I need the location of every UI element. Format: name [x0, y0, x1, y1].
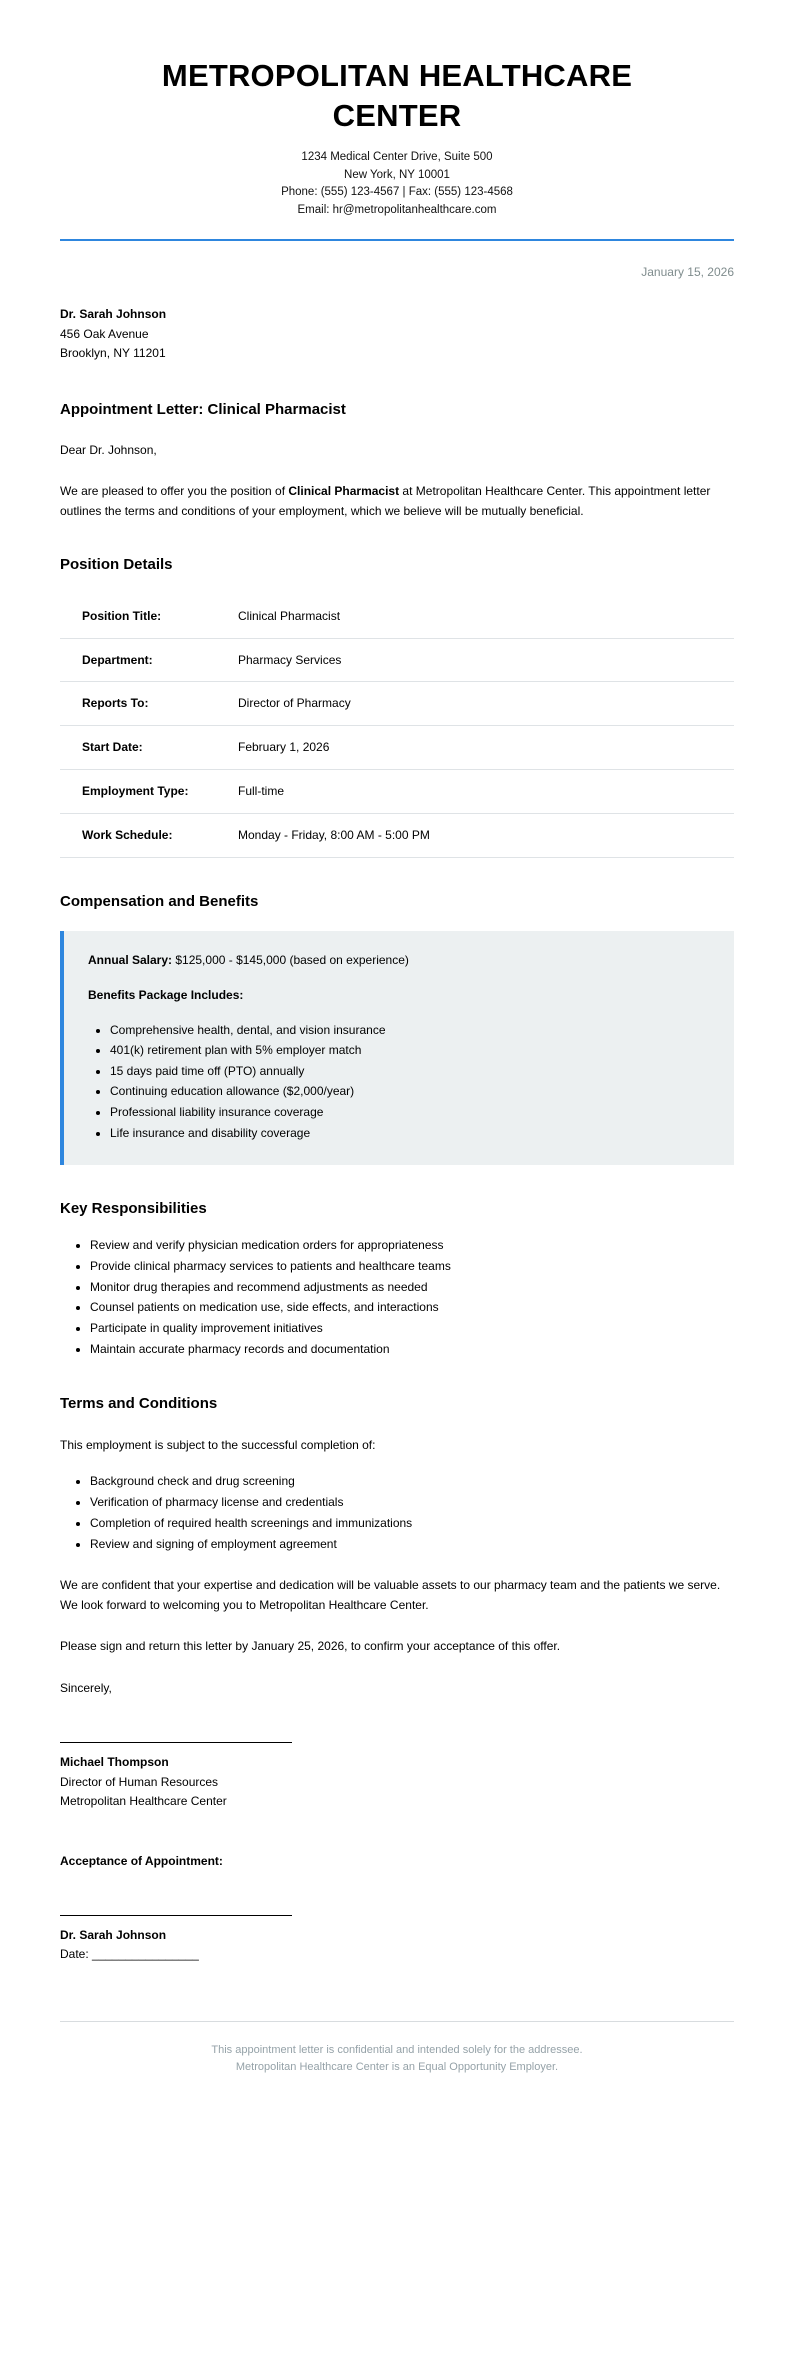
salutation: Dear Dr. Johnson, — [60, 443, 157, 458]
compensation-heading: Compensation and Benefits — [60, 892, 259, 910]
row-value: Monday - Friday, 8:00 AM - 5:00 PM — [232, 813, 734, 857]
closing-paragraph-1: We are confident that your expertise and dedication will be valuable assets to our pharmacy team and the patients we serve. We look forward to welcoming you to Metropolitan Healthcare Center. — [60, 1578, 721, 1612]
table-row — [60, 813, 734, 857]
recipient-name: Dr. Sarah Johnson — [60, 307, 167, 322]
sign-off: Sincerely, — [60, 1680, 112, 1695]
address-line-1: 1234 Medical Center Drive, Suite 500 — [301, 151, 493, 164]
row-label: Department: — [60, 638, 232, 682]
annual-salary-label: Annual Salary: — [88, 953, 173, 968]
recipient-city-state-zip: Brooklyn, NY 11201 — [60, 346, 166, 361]
sender-signature-block — [60, 1742, 734, 1811]
letterhead — [60, 48, 734, 219]
address-line-2: New York, NY 10001 — [344, 168, 450, 181]
sender-organization: Metropolitan Healthcare Center — [60, 1794, 227, 1809]
annual-salary-value: $125,000 - $145,000 (based on experience) — [172, 953, 409, 968]
letter-date: January 15, 2026 — [641, 265, 734, 280]
row-label: Work Schedule: — [60, 813, 232, 857]
acceptance-signature-block — [60, 1915, 734, 1965]
terms-heading: Terms and Conditions — [60, 1395, 218, 1412]
row-value: Pharmacy Services — [232, 638, 734, 682]
list-item: • Comprehensive health, dental, and vision insurance — [110, 1020, 710, 1041]
footer-divider — [60, 2021, 734, 2022]
list-item: • Life insurance and disability coverage — [110, 1123, 710, 1144]
sender-signature-line[interactable] — [60, 1742, 292, 1743]
row-label: Start Date: — [60, 726, 232, 770]
recipient-address-block — [60, 305, 734, 363]
table-row — [60, 638, 734, 682]
list-item: • Monitor drug therapies and recommend adjustments as needed — [90, 1277, 734, 1298]
row-value: Clinical Pharmacist — [232, 595, 734, 638]
email-line: Email: hr@metropolitanhealthcare.com — [297, 203, 497, 216]
annual-salary-line — [88, 951, 710, 970]
list-item: • Professional liability insurance coverage — [110, 1102, 710, 1123]
footer-line-2: Metropolitan Healthcare Center is an Equal Opportunity Employer. — [235, 2061, 559, 2074]
acceptance-signer-name: Dr. Sarah Johnson — [60, 1927, 167, 1942]
organization-name: METROPOLITAN HEALTHCARE CENTER — [161, 58, 633, 133]
footer — [60, 2042, 734, 2077]
terms-intro: This employment is subject to the successful completion of: — [60, 1437, 376, 1452]
intro-position-bold: Clinical Pharmacist — [288, 484, 400, 499]
phone-fax-line: Phone: (555) 123-4567 | Fax: (555) 123-4568 — [281, 186, 513, 199]
row-value: Director of Pharmacy — [232, 682, 734, 726]
terms-list — [60, 1471, 734, 1555]
compensation-highlight-box — [60, 931, 734, 1165]
letter-subject: Appointment Letter: Clinical Pharmacist — [60, 400, 346, 418]
position-details-heading: Position Details — [60, 556, 173, 574]
row-label: Employment Type: — [60, 770, 232, 814]
organization-contact-block — [60, 149, 734, 219]
sender-name: Michael Thompson — [60, 1755, 169, 1770]
list-item: • Completion of required health screenings and immunizations — [90, 1513, 734, 1534]
acceptance-heading: Acceptance of Appointment: — [60, 1853, 223, 1868]
table-row — [60, 726, 734, 770]
list-item: • Review and verify physician medication orders for appropriateness — [90, 1235, 734, 1256]
position-details-table — [60, 595, 734, 858]
table-row — [60, 595, 734, 638]
row-label: Reports To: — [60, 682, 232, 726]
list-item: • Review and signing of employment agreement — [90, 1534, 734, 1555]
responsibilities-list — [60, 1235, 734, 1360]
header-divider — [60, 239, 734, 241]
intro-part-1: We are pleased to offer you the position of — [60, 484, 289, 499]
row-label: Position Title: — [60, 595, 232, 638]
table-row — [60, 682, 734, 726]
list-item: • Maintain accurate pharmacy records and documentation — [90, 1339, 734, 1360]
acceptance-signature-line[interactable] — [60, 1915, 292, 1916]
responsibilities-heading: Key Responsibilities — [60, 1200, 207, 1218]
recipient-street: 456 Oak Avenue — [60, 326, 149, 341]
intro-part-2: at Metropolitan Healthcare Center. This appointment letter outlines the terms and conditions of your employment, which we believe will be mutually beneficial. — [60, 484, 711, 518]
row-value: February 1, 2026 — [232, 726, 734, 770]
list-item: • Background check and drug screening — [90, 1471, 734, 1492]
closing-paragraph-2: Please sign and return this letter by January 25, 2026, to confirm your acceptance of this offer. — [60, 1639, 561, 1654]
sender-title: Director of Human Resources — [60, 1774, 219, 1789]
list-item: • Provide clinical pharmacy services to patients and healthcare teams — [90, 1256, 734, 1277]
footer-line-1: This appointment letter is confidential and intended solely for the addressee. — [211, 2043, 583, 2056]
benefits-package-label-text: Benefits Package Includes: — [88, 988, 244, 1003]
list-item: • Counsel patients on medication use, side effects, and interactions — [90, 1297, 734, 1318]
intro-paragraph — [60, 482, 734, 521]
benefits-list — [88, 1020, 710, 1144]
list-item: • Continuing education allowance ($2,000/year) — [110, 1081, 710, 1102]
list-item: • Verification of pharmacy license and credentials — [90, 1492, 734, 1513]
row-value: Full-time — [232, 770, 734, 814]
list-item: • 401(k) retirement plan with 5% employer match — [110, 1040, 710, 1061]
list-item: • 15 days paid time off (PTO) annually — [110, 1061, 710, 1082]
list-item: • Participate in quality improvement initiatives — [90, 1318, 734, 1339]
acceptance-date-field[interactable]: Date: ________________ — [60, 1947, 199, 1962]
table-row — [60, 770, 734, 814]
benefits-package-label — [88, 986, 710, 1005]
